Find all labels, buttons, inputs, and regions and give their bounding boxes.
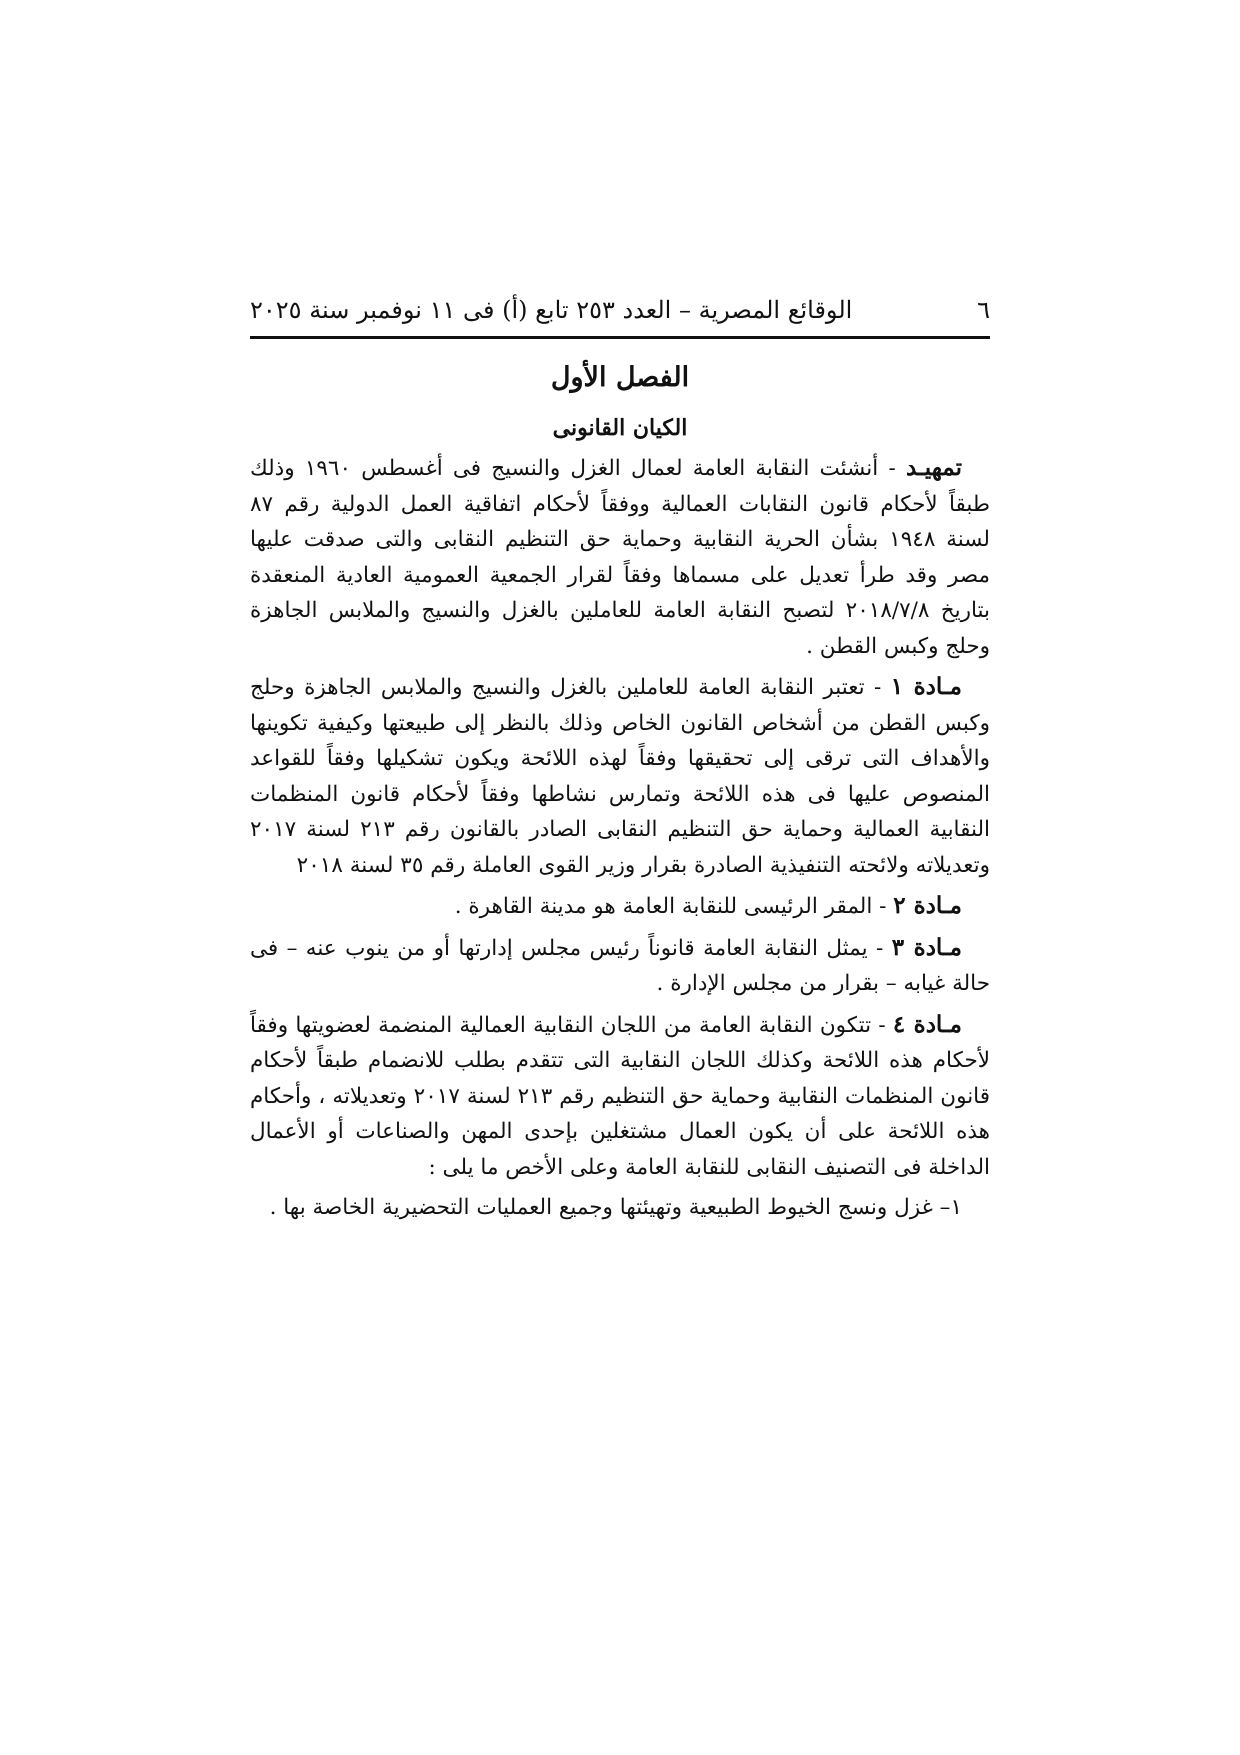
section-title: الكيان القانونى: [552, 415, 688, 441]
article-text: - تتكون النقابة العامة من اللجان النقابية العمالية المنضمة لعضويتها وفقاً لأحكام هذه اللائحة وكذلك اللجان النقابية التى تتقدم بطلب للانضمام طبقاً لأحكام قانون المنظمات النقابية وحماية حق التنظيم رقم ٢١٣ لسنة ٢٠١٧ وتعديلاته ، وأحكام هذه اللائحة على أن يكون العمال مشتغلين بإحدى المهن والصناعات أو الأعمال الداخلة فى التصنيف النقابى للنقابة العامة وعلى الأخص ما يلى :: [250, 1012, 991, 1180]
article-label: مـادة ٢: [893, 892, 962, 919]
preamble-label: تمهيـد: [905, 454, 962, 481]
page-header: [250, 290, 990, 330]
article-3: [250, 930, 990, 1002]
preamble-text: - أنشئت النقابة العامة لعمال الغزل والنسيج فى أغسطس ١٩٦٠ وذلك طبقاً لأحكام قانون النقابات العمالية ووفقاً لأحكام اتفاقية العمل الدولية رقم ٨٧ لسنة ١٩٤٨ بشأن الحرية النقابية وحماية حق التنظيم النقابى والتى صدقت عليها مصر وقد طرأ تعديل على مسماها وفقاً لقرار الجمعية العمومية العادية المنعقدة بتاريخ ٢٠١٨/٧/٨ لتصبح النقابة العامة للعاملين بالغزل والنسيج والملابس الجاهزة وحلج وكبس القطن .: [250, 456, 990, 659]
document-body: [250, 350, 990, 1231]
article-text: - يمثل النقابة العامة قانوناً رئيس مجلس إدارتها أو من ينوب عنه – فى حالة غيابه – بقرار من مجلس الإدارة .: [250, 935, 990, 996]
article-text: - المقر الرئيسى للنقابة العامة هو مدينة القاهرة .: [454, 894, 894, 919]
article-2: [250, 888, 990, 925]
list-item: [250, 1190, 990, 1226]
article-4: [250, 1007, 990, 1186]
running-title: الوقائع المصرية – العدد ٢٥٣ تابع (أ) فى ١١ نوفمبر سنة ٢٠٢٥: [250, 296, 853, 324]
article-label: مـادة ٤: [892, 1010, 962, 1038]
article-label: مـادة ١: [890, 673, 962, 700]
preamble-paragraph: [250, 450, 990, 664]
chapter-title: الفصل الأول: [550, 362, 690, 393]
article-label: مـادة ٣: [891, 933, 963, 961]
list-item-text: ١– غزل ونسج الخيوط الطبيعية وتهيئتها وجميع العمليات التحضيرية الخاصة بها .: [269, 1195, 962, 1220]
article-text: - تعتبر النقابة العامة للعاملين بالغزل والنسيج والملابس الجاهزة وحلج وكبس القطن من أشخاص القانون الخاص وذلك بالنظر إلى طبيعتها وكيفية تكوينها والأهداف التى ترقى إلى تحقيقها وفقاً لهذه اللائحة ويكون تشكيلها وفقاً للقواعد المنصوص عليها فى هذه اللائحة وتمارس نشاطها وفقاً لأحكام قانون المنظمات النقابية العمالية وحماية حق التنظيم النقابى الصادر بالقانون رقم ٢١٣ لسنة ٢٠١٧ وتعديلاته ولائحته التنفيذية الصادرة بقرار وزير القوى العاملة رقم ٣٥ لسنة ٢٠١٨: [250, 675, 990, 878]
page-number: ٦: [977, 296, 990, 324]
header-divider: [250, 336, 990, 339]
article-1: [250, 669, 990, 883]
